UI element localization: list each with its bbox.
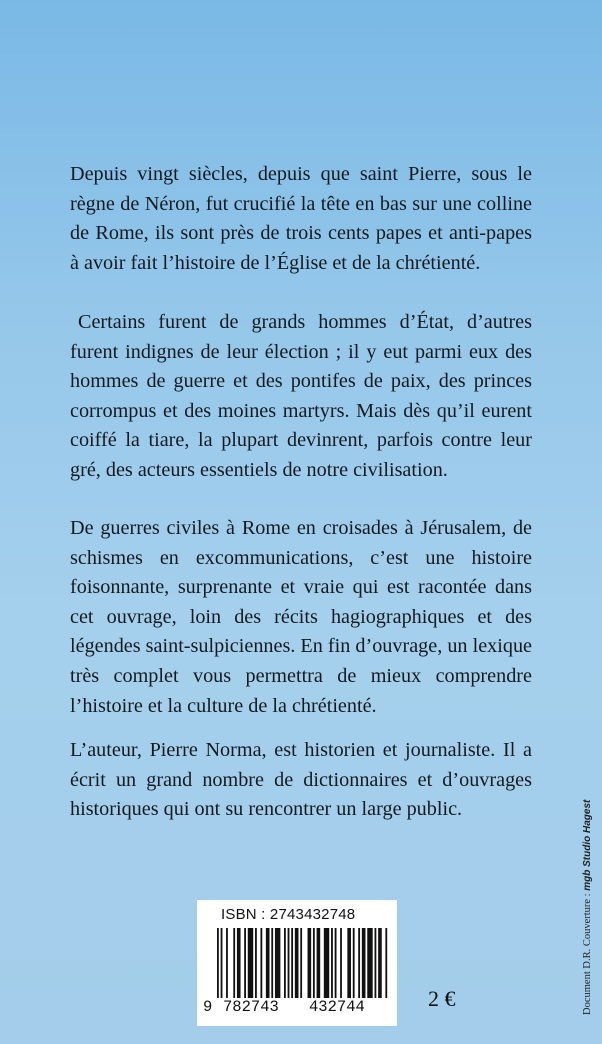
barcode-digits [203,998,393,1020]
barcode-left-group: 782743 [223,998,279,1016]
barcode-bars [217,928,389,998]
price: 2 € [428,986,456,1011]
paragraph-history: De guerres civiles à Rome en croisades à Jérusalem, de schismes en excommunications, c’est une histoire foisonnante, surprenante et vraie qui est racontée dans cet ouvrage, loin des récits hagiographiques et des légendes saint-sulpiciennes. En fin d’ouvrage, un lexique très complet vous permettra de mieux comprendre l’histoire et la culture de la chrétienté. [70,517,532,717]
barcode-label [197,900,397,1026]
cover-credit-studio: mgb Studio Hagest [582,799,593,891]
cover-credit [582,800,593,1015]
barcode-lead-digit: 9 [203,998,213,1016]
barcode-right-group: 432744 [309,998,365,1016]
paragraph-popes: Certains furent de grands hommes d’État, d’autres furent indignes de leur élection ; il y eut parmi eux des hommes de guerre et des pontifes de paix, des princes corrompus et des moines martyrs. Mais dès qu’il eurent coiffé la tiare, la plupart devinrent, parfois contre leur gré, des acteurs essentiels de notre civilisation. [70,311,532,481]
isbn-label: ISBN : 2743432748 [221,906,356,923]
paragraph-author: L’auteur, Pierre Norma, est historien et journaliste. Il a écrit un grand nombre de dictionnaires et d’ouvrages historiques qui ont su rencontrer un large public. [70,739,532,821]
paragraph-intro: Depuis vingt siècles, depuis que saint Pierre, sous le règne de Néron, fut crucifié la tête en bas sur une colline de Rome, ils sont près de trois cents papes et anti-papes à avoir fait l’histoire de l’Église et de la chrétienté. [70,163,532,274]
cover-credit-text: Document D.R. Couverture : [582,890,593,1015]
